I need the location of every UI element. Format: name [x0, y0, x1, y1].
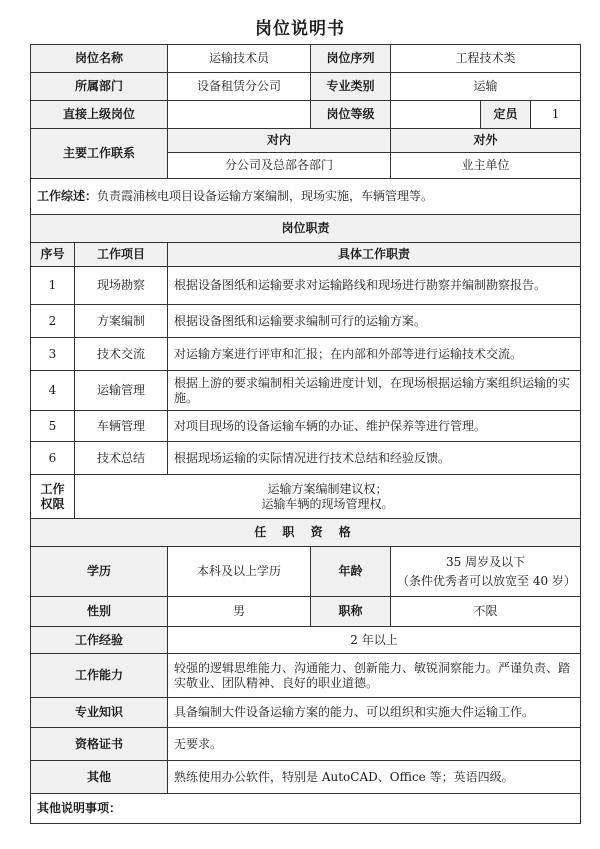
row-other: [31, 761, 581, 794]
gender-value: 男: [168, 597, 311, 627]
duties-col-desc: 具体工作职责: [168, 243, 581, 267]
title-value: 不限: [391, 597, 581, 627]
certificate-value: 无要求。: [168, 728, 581, 761]
duty-desc: 根据设备图纸和运输要求编制可行的运输方案。: [168, 305, 581, 338]
row-qualification-title: [31, 519, 581, 547]
duty-row: [31, 411, 581, 442]
headcount-label: 定员: [481, 101, 531, 129]
duty-no: 6: [31, 442, 75, 475]
duty-no: 5: [31, 411, 75, 442]
authority-label-line1: 工作: [40, 481, 65, 496]
knowledge-value: 具备编制大件设备运输方案的能力、可以组织和实施大件运输工作。: [168, 698, 581, 728]
duty-item: 车辆管理: [75, 411, 168, 442]
superior-value: [168, 101, 311, 129]
row-contacts-head: [31, 129, 581, 153]
row-education: [31, 547, 581, 597]
duty-row: [31, 305, 581, 338]
internal-value: 分公司及总部各部门: [168, 153, 391, 179]
summary-label: 工作综述：: [37, 189, 98, 203]
duty-row: [31, 371, 581, 411]
ability-label: 工作能力: [31, 654, 168, 698]
duty-no: 1: [31, 267, 75, 305]
education-value: 本科及以上学历: [168, 547, 311, 597]
specialty-value: 运输: [391, 73, 581, 101]
duty-item: 技术总结: [75, 442, 168, 475]
row-department: [31, 73, 581, 101]
summary-cell: [31, 179, 581, 215]
duty-no: 2: [31, 305, 75, 338]
experience-label: 工作经验: [31, 627, 168, 654]
ability-value: 较强的逻辑思维能力、沟通能力、创新能力、敏锐洞察能力。严谨负责、踏实敬业、团队精神、良好的职业道德。: [168, 654, 581, 698]
authority-value: [75, 475, 581, 519]
authority-label: [31, 475, 75, 519]
row-notes: [31, 794, 581, 824]
post-name-value: 运输技术员: [168, 45, 311, 73]
row-ability: [31, 654, 581, 698]
other-value: 熟练使用办公软件，特别是 AutoCAD、Office 等；英语四级。: [168, 761, 581, 794]
other-label: 其他: [31, 761, 168, 794]
headcount-value: 1: [531, 101, 581, 129]
duty-item: 现场勘察: [75, 267, 168, 305]
post-sequence-label: 岗位序列: [311, 45, 391, 73]
age-value-line1: 35 周岁及以下: [445, 554, 526, 569]
row-certificate: [31, 728, 581, 761]
age-label: 年龄: [311, 547, 391, 597]
department-label: 所属部门: [31, 73, 168, 101]
row-authority: [31, 475, 581, 519]
experience-value: 2 年以上: [168, 627, 581, 654]
external-value: 业主单位: [391, 153, 581, 179]
duty-desc: 根据现场运输的实际情况进行技术总结和经验反馈。: [168, 442, 581, 475]
summary-text: 负责霞浦核电项目设备运输方案编制，现场实施，车辆管理等。: [97, 189, 434, 203]
gender-label: 性别: [31, 597, 168, 627]
duties-section-title: 岗位职责: [31, 215, 581, 243]
row-knowledge: [31, 698, 581, 728]
row-summary: [31, 179, 581, 215]
age-value: [391, 547, 581, 597]
title-label: 职称: [311, 597, 391, 627]
certificate-label: 资格证书: [31, 728, 168, 761]
age-value-line2: （条件优秀者可以放宽至 40 岁）: [397, 573, 576, 588]
department-value: 设备租赁分公司: [168, 73, 311, 101]
duty-desc: 根据上游的要求编制相关运输进度计划，在现场根据运输方案组织运输的实施。: [168, 371, 581, 411]
notes-label: 其他说明事项：: [31, 794, 581, 824]
knowledge-label: 专业知识: [31, 698, 168, 728]
duty-desc: 对运输方案进行评审和汇报；在内部和外部等进行运输技术交流。: [168, 338, 581, 371]
row-gender: [31, 597, 581, 627]
post-name-label: 岗位名称: [31, 45, 168, 73]
duties-col-item: 工作项目: [75, 243, 168, 267]
authority-line1: 运输方案编制建议权；: [267, 481, 388, 496]
education-label: 学历: [31, 547, 168, 597]
duty-row: [31, 442, 581, 475]
duty-row: [31, 338, 581, 371]
contacts-label: 主要工作联系: [31, 129, 168, 179]
duty-item: 技术交流: [75, 338, 168, 371]
external-label: 对外: [391, 129, 581, 153]
duty-desc: 根据设备图纸和运输要求对运输路线和现场进行勘察并编制勘察报告。: [168, 267, 581, 305]
duty-item: 运输管理: [75, 371, 168, 411]
duty-no: 4: [31, 371, 75, 411]
row-duties-header: [31, 243, 581, 267]
authority-label-line2: 权限: [40, 496, 65, 511]
qualification-section-title: 任 职 资 格: [31, 519, 581, 547]
row-duties-title: [31, 215, 581, 243]
document-title: 岗位说明书: [255, 19, 345, 39]
grade-label: 岗位等级: [311, 101, 391, 129]
duty-no: 3: [31, 338, 75, 371]
job-description-table: [30, 44, 581, 824]
row-experience: [31, 627, 581, 654]
post-sequence-value: 工程技术类: [391, 45, 581, 73]
grade-value: [391, 101, 481, 129]
row-post-name: [31, 45, 581, 73]
row-superior: [31, 101, 581, 129]
duties-col-no: 序号: [31, 243, 75, 267]
specialty-label: 专业类别: [311, 73, 391, 101]
superior-label: 直接上级岗位: [31, 101, 168, 129]
duty-row: [31, 267, 581, 305]
authority-line2: 运输车辆的现场管理权。: [261, 496, 394, 511]
duty-desc: 对项目现场的设备运输车辆的办证、维护保养等进行管理。: [168, 411, 581, 442]
duty-item: 方案编制: [75, 305, 168, 338]
internal-label: 对内: [168, 129, 391, 153]
